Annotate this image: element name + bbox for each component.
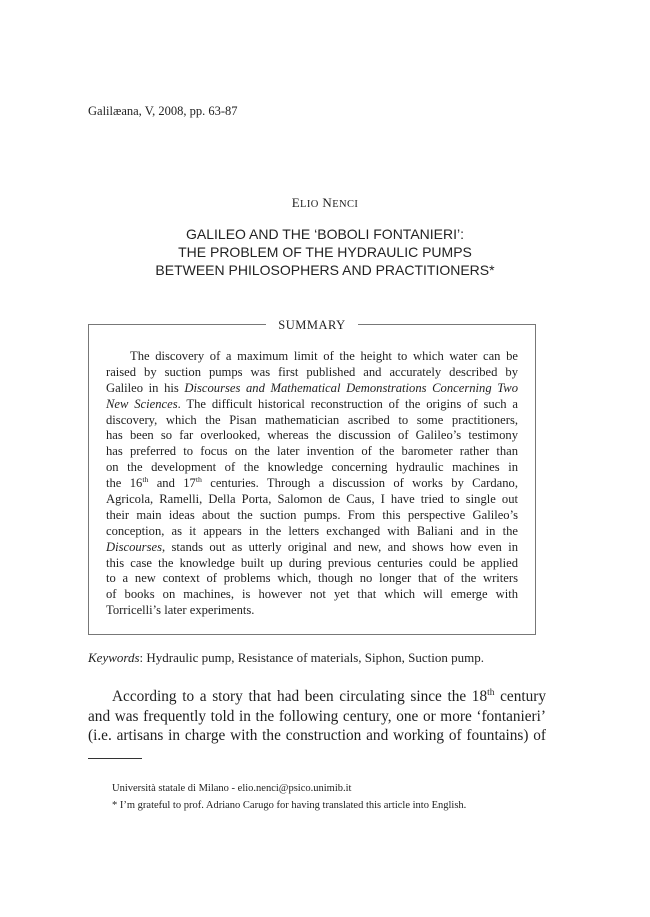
body-line	[88, 687, 546, 707]
summary-line	[106, 476, 518, 492]
body-text-run: According to a story that had been circulating since the 18	[112, 688, 488, 705]
book-title-italic: Discourses and Mathematical Demonstrations Concerning Two	[184, 380, 519, 395]
footnote-rule	[88, 758, 142, 759]
superscript: th	[487, 687, 495, 698]
summary-text-run: Galileo in his	[106, 380, 185, 395]
summary-box	[88, 318, 536, 635]
summary-text-run: and 17	[148, 476, 196, 491]
superscript: th	[195, 474, 202, 484]
summary-text-run: centuries. Through a discussion of works by Cardano,	[201, 476, 518, 491]
summary-line	[106, 540, 518, 556]
summary-line: raised by suction pumps was first published and accurately described by	[106, 364, 518, 379]
summary-text-run: the 16	[106, 476, 143, 491]
journal-citation: Galilæana, V, 2008, pp. 63-87	[88, 104, 238, 118]
author-last-rest: ENCI	[332, 199, 359, 210]
summary-line: of books on machines, is however not yet that which will emerge with	[106, 587, 518, 602]
title-line-3: BETWEEN PHILOSOPHERS AND PRACTITIONERS*	[155, 262, 495, 278]
author-first-rest: LIO	[300, 199, 319, 210]
summary-line: this case the knowledge built up during previous centuries could be applied	[106, 555, 518, 570]
body-line: and was frequently told in the following century, one or more ‘fontanieri’	[88, 707, 546, 725]
title-line-1: GALILEO AND THE ‘BOBOLI FONTANIERI’:	[186, 226, 464, 242]
summary-line: on the development of the knowledge concerning hydraulic machines in	[106, 460, 518, 475]
keywords	[88, 650, 484, 666]
keywords-list: : Hydraulic pump, Resistance of materials, Siphon, Suction pump.	[139, 650, 484, 665]
superscript: th	[142, 474, 149, 484]
title-line-2: THE PROBLEM OF THE HYDRAULIC PUMPS	[178, 244, 472, 260]
summary-line: has preferred to focus on the later invention of the barometer rather than	[106, 444, 518, 459]
summary-line: discovery, which the Pisan mathematician ascribed to some practitioners,	[106, 412, 518, 427]
author-last-initial: N	[322, 195, 333, 210]
summary-heading-text: SUMMARY	[266, 318, 357, 332]
book-title-italic: Discourses	[106, 539, 162, 554]
summary-line: has been so far overlooked, whereas the discussion of Galileo’s testimony	[106, 428, 518, 443]
summary-line: Agricola, Ramelli, Della Porta, Salomon de Caus, I have tried to single out	[106, 492, 518, 507]
summary-line: Torricelli’s later experiments.	[106, 603, 255, 618]
book-title-italic: New Sciences	[106, 396, 178, 411]
body-text-run: century	[494, 688, 546, 705]
summary-heading	[89, 316, 535, 334]
author-name	[0, 195, 650, 211]
summary-line: The discovery of a maximum limit of the height to which water can be	[130, 349, 518, 363]
footnote-affiliation: Università statale di Milano - elio.nenci@psico.unimib.it	[112, 783, 352, 794]
summary-text	[106, 349, 518, 619]
summary-text-run: . The difficult historical reconstruction of the origins of such a	[177, 396, 518, 411]
body-line: (i.e. artisans in charge with the construction and working of fountains) of	[88, 727, 546, 744]
footnote-acknowledgement: * I’m grateful to prof. Adriano Carugo for having translated this article into English.	[112, 800, 467, 811]
author-first-initial: E	[291, 195, 301, 210]
summary-line: to a new context of problems which, though no longer that of the writers	[106, 571, 518, 586]
summary-text-run: , stands out as utterly original and new, and shows how even in	[161, 539, 518, 554]
summary-line	[106, 381, 518, 397]
article-title	[88, 225, 562, 279]
summary-line: conception, as it appears in the letters exchanged with Baliani and in the	[106, 523, 518, 538]
keywords-label: Keywords	[88, 650, 140, 665]
body-paragraph	[88, 687, 546, 746]
summary-line	[106, 397, 518, 413]
summary-line: their main ideas about the suction pumps. From this perspective Galileo’s	[106, 507, 518, 522]
